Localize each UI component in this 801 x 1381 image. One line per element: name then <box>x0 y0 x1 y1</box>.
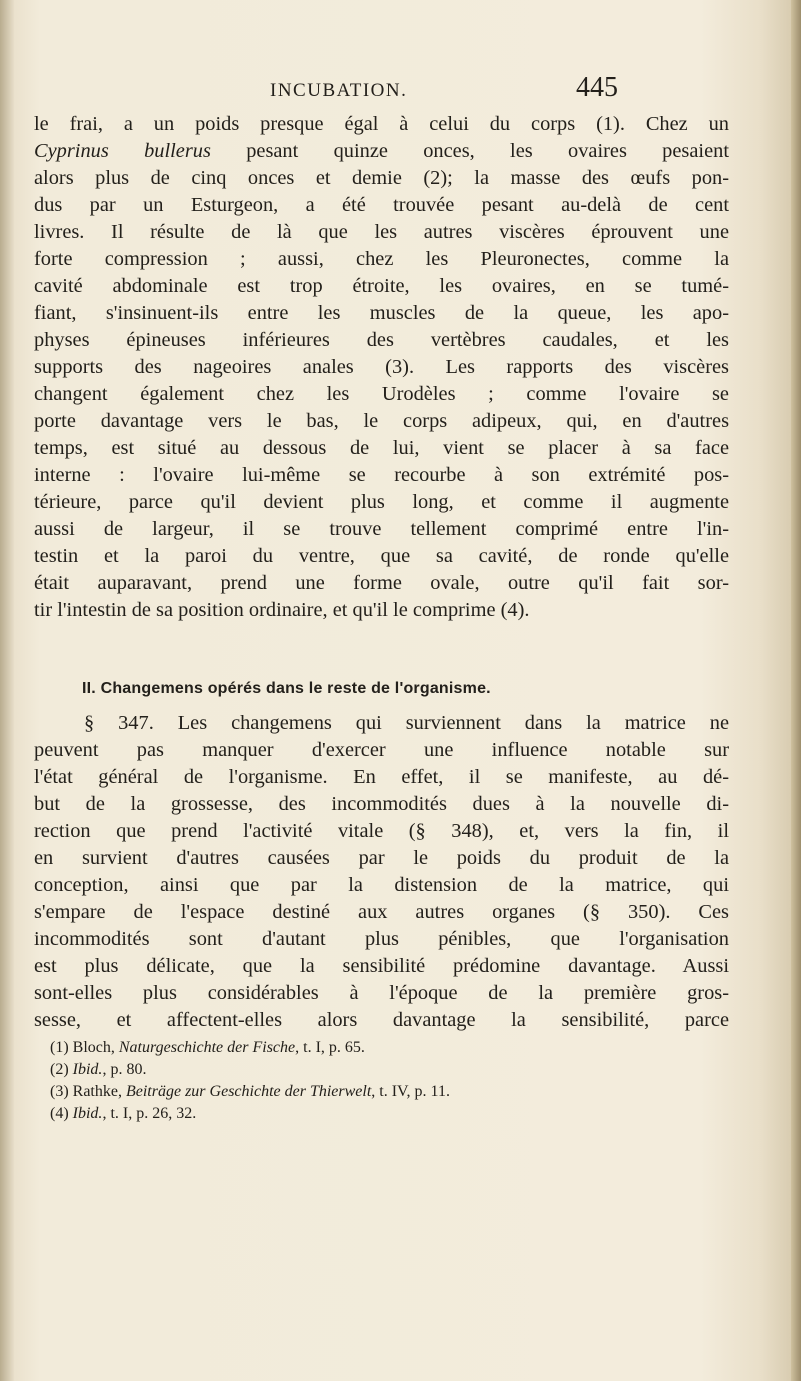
page-edge-shadow <box>791 0 801 1381</box>
page-header <box>270 74 670 110</box>
footnote-ref: , p. 80. <box>102 1061 147 1078</box>
text-line: en survient d'autres causées par le poids du produit de la <box>34 847 729 869</box>
text-line: était auparavant, prend une forme ovale, outre qu'il fait sor- <box>34 572 729 594</box>
text-line: forte compression ; aussi, chez les Pleuronectes, comme la <box>34 248 729 270</box>
section-heading: II. Changemens opérés dans le reste de l'organisme. <box>82 680 491 697</box>
paragraph-1 <box>34 111 729 624</box>
text-line: dus par un Esturgeon, a été trouvée pesant au-delà de cent <box>34 194 729 216</box>
text-line: térieure, parce qu'il devient plus long, et comme il augmente <box>34 491 729 513</box>
footnote-number: (3) <box>50 1083 69 1100</box>
text-line: testin et la paroi du ventre, que sa cavité, de ronde qu'elle <box>34 545 729 567</box>
footnote-ref: , t. IV, p. 11. <box>371 1083 450 1100</box>
text-line: physes épineuses inférieures des vertèbres caudales, et les <box>34 329 729 351</box>
text-line: § 347. Les changemens qui surviennent dans la matrice ne <box>84 712 729 734</box>
footnote-number: (4) <box>50 1105 69 1122</box>
footnote-number: (1) <box>50 1039 69 1056</box>
footnote <box>50 1059 710 1081</box>
footnote-ref: , t. I, p. 26, 32. <box>102 1105 197 1122</box>
text-line: est plus délicate, que la sensibilité prédomine davantage. Aussi <box>34 955 729 977</box>
footnote-author: Rathke, <box>72 1083 122 1100</box>
text-line: conception, ainsi que par la distension de la matrice, qui <box>34 874 729 896</box>
footnote-ref: , t. I, p. 65. <box>295 1039 365 1056</box>
text-line: le frai, a un poids presque égal à celui du corps (1). Chez un <box>34 113 729 135</box>
text-line: aussi de largeur, il se trouve tellement comprimé entre l'in- <box>34 518 729 540</box>
text-line: cavité abdominale est trop étroite, les ovaires, en se tumé- <box>34 275 729 297</box>
footnote-title: Ibid. <box>72 1105 103 1122</box>
text-line: livres. Il résulte de là que les autres viscères éprouvent une <box>34 221 729 243</box>
text-line: l'état général de l'organisme. En effet, il se manifeste, au dé- <box>34 766 729 788</box>
text-line: fiant, s'insinuent-ils entre les muscles de la queue, les apo- <box>34 302 729 324</box>
paragraph-2 <box>34 710 729 1034</box>
text-line: supports des nageoires anales (3). Les rapports des viscères <box>34 356 729 378</box>
species-name: Cyprinus bullerus <box>34 140 211 162</box>
footnote <box>50 1037 710 1059</box>
footnote <box>50 1081 710 1103</box>
footnote-title: Beiträge zur Geschichte der Thierwelt <box>125 1083 372 1100</box>
text-line: but de la grossesse, des incommodités dues à la nouvelle di- <box>34 793 729 815</box>
text-line: porte davantage vers le bas, le corps adipeux, qui, en d'autres <box>34 410 729 432</box>
text-line: peuvent pas manquer d'exercer une influence notable sur <box>34 739 729 761</box>
footnote <box>50 1103 710 1125</box>
footnote-number: (2) <box>50 1061 69 1078</box>
footnote-title: Ibid. <box>72 1061 103 1078</box>
text-line: alors plus de cinq onces et demie (2); la masse des œufs pon- <box>34 167 729 189</box>
text-line: changent également chez les Urodèles ; comme l'ovaire se <box>34 383 729 405</box>
text-line: sont-elles plus considérables à l'époque de la première gros- <box>34 982 729 1004</box>
running-head: INCUBATION. <box>270 80 408 101</box>
page-number: 445 <box>576 72 618 103</box>
text-line <box>34 138 729 165</box>
text-line: interne : l'ovaire lui-même se recourbe à son extrémité pos- <box>34 464 729 486</box>
footnote-author: Bloch, <box>72 1039 115 1056</box>
text-line: s'empare de l'espace destiné aux autres organes (§ 350). Ces <box>34 901 729 923</box>
text-line: temps, est situé au dessous de lui, vient se placer à sa face <box>34 437 729 459</box>
footnote-title: Naturgeschichte der Fische <box>118 1039 296 1056</box>
footnotes <box>50 1037 710 1125</box>
page-gutter-shadow <box>0 0 14 1381</box>
text-line: sesse, et affectent-elles alors davantage la sensibilité, parce <box>34 1009 729 1031</box>
text-line: rection que prend l'activité vitale (§ 348), et, vers la fin, il <box>34 820 729 842</box>
text-line: incommodités sont d'autant plus pénibles, que l'organisation <box>34 928 729 950</box>
text-line-rest: pesant quinze onces, les ovaires pesaient <box>246 140 729 162</box>
text-line: tir l'intestin de sa position ordinaire, et qu'il le comprime (4). <box>34 599 530 621</box>
